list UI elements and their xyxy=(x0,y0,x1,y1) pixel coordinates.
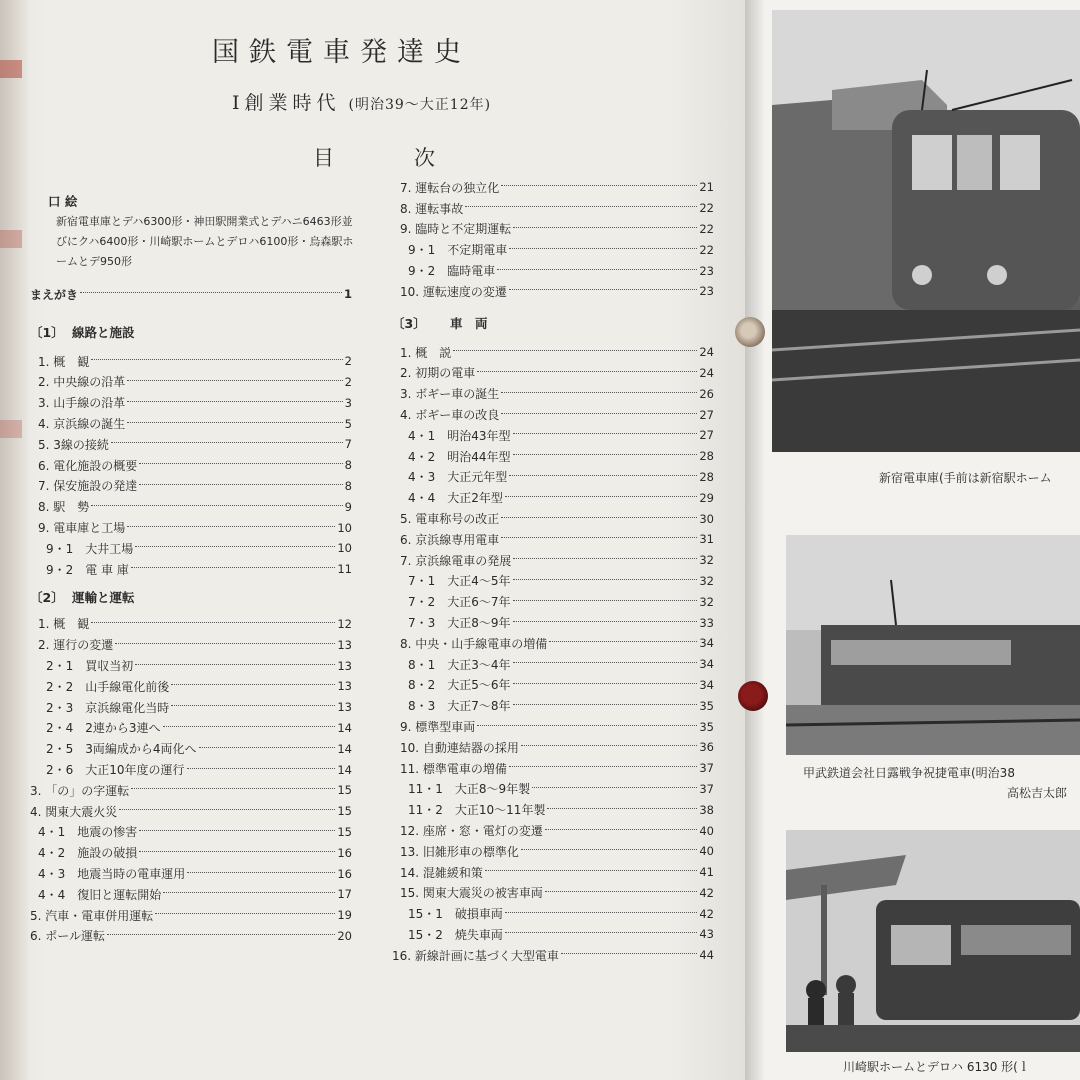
leader-dots xyxy=(119,809,335,810)
entry-label: 2・1 買収当初 xyxy=(46,659,134,674)
toc-entry[interactable] xyxy=(392,239,714,260)
entry-label: 4・4 大正2年型 xyxy=(408,491,503,506)
entry-page: 20 xyxy=(337,928,352,943)
entry-label: 2・2 山手線電化前後 xyxy=(46,679,170,694)
toc-entry[interactable] xyxy=(392,591,714,612)
toc-entry[interactable] xyxy=(392,487,714,508)
entry-label: 7・1 大正4～5年 xyxy=(408,574,511,589)
entry-label: 7・2 大正6～7年 xyxy=(408,595,511,610)
entry-label: 11・2 大正10～11年製 xyxy=(408,803,546,818)
toc-entry[interactable] xyxy=(392,695,714,716)
leader-dots xyxy=(485,870,697,871)
entry-page: 27 xyxy=(699,428,714,443)
leader-dots xyxy=(513,433,698,434)
book-gutter xyxy=(745,0,765,1080)
toc-entry[interactable] xyxy=(30,842,352,863)
entry-label: 5. 3線の接続 xyxy=(38,437,109,452)
leader-dots xyxy=(139,484,342,485)
entry-page: 24 xyxy=(699,345,714,360)
entry-page: 41 xyxy=(699,865,714,880)
entry-label: 7. 京浜線電車の発展 xyxy=(400,553,512,568)
page-edge xyxy=(0,0,28,1080)
toc-entry[interactable] xyxy=(30,780,352,801)
toc-entry[interactable] xyxy=(30,413,352,434)
photo-caption-3: 川崎駅ホームとデロハ 6130 形(ｌ xyxy=(843,1060,1030,1074)
toc-entry[interactable] xyxy=(392,425,714,446)
toc-entry[interactable] xyxy=(392,675,714,696)
leader-dots xyxy=(561,953,697,954)
section-heading xyxy=(392,312,714,334)
toc-entry[interactable] xyxy=(30,884,352,905)
toc-entry[interactable] xyxy=(392,363,714,384)
toc-entry[interactable] xyxy=(392,260,714,281)
leader-dots xyxy=(547,808,697,809)
leader-dots xyxy=(501,392,697,393)
toc-entry[interactable] xyxy=(392,945,714,966)
entry-label: 10. 運転速度の変遷 xyxy=(400,284,507,299)
leader-dots xyxy=(127,401,342,402)
entry-page: 12 xyxy=(337,616,352,631)
section-heading xyxy=(30,586,352,608)
entry-label: 5. 汽車・電車併用運転 xyxy=(30,908,154,923)
entry-page: 34 xyxy=(699,636,714,651)
section-title: 車 両 xyxy=(450,315,488,331)
leader-dots xyxy=(139,463,342,464)
photo-shinjuku-depot-image xyxy=(772,10,1080,452)
toc-entry[interactable] xyxy=(30,863,352,884)
leader-dots xyxy=(545,891,697,892)
entry-label: 12. 座席・窓・電灯の変遷 xyxy=(400,824,543,838)
leader-dots xyxy=(513,683,698,684)
toc-entry[interactable] xyxy=(392,571,714,592)
entry-label: 4・1 地震の惨害 xyxy=(38,825,138,840)
toc-entry[interactable] xyxy=(392,737,714,758)
entry-page: 40 xyxy=(699,823,714,838)
toc-entry[interactable] xyxy=(392,862,714,883)
entry-page: 15 xyxy=(337,824,352,839)
entry-page: 13 xyxy=(337,637,352,652)
red-stain xyxy=(0,420,22,438)
entry-label: 9. 臨時と不定期運転 xyxy=(400,222,512,237)
toc-entry[interactable] xyxy=(392,758,714,779)
entry-label: 3. ボギー車の誕生 xyxy=(400,387,500,402)
leader-dots xyxy=(127,526,335,527)
toc-entry[interactable] xyxy=(30,926,352,947)
red-stain xyxy=(0,230,22,248)
toc-entry[interactable] xyxy=(392,467,714,488)
entry-page: 28 xyxy=(699,449,714,464)
toc-entry[interactable] xyxy=(392,716,714,737)
binding-hole xyxy=(738,681,768,711)
entry-label: 2. 初期の電車 xyxy=(400,366,476,381)
leader-dots xyxy=(91,622,335,623)
kuchie-text: 新宿電車庫とデハ6300形・神田駅開業式とデハニ6463形並びにクハ6400形・川崎駅ホームとデロハ6100形・烏森駅ホームとデ950形 xyxy=(56,215,354,268)
toc-entry[interactable] xyxy=(392,219,714,240)
entry-page: 8 xyxy=(344,458,352,473)
entry-label: 8・3 大正7～8年 xyxy=(408,699,511,714)
toc-entry[interactable] xyxy=(392,799,714,820)
entry-page: 38 xyxy=(699,802,714,817)
toc-entry[interactable] xyxy=(30,476,352,497)
entry-label: 2・5 3両編成から4両化へ xyxy=(46,742,197,757)
entry-page: 10 xyxy=(337,541,352,556)
leader-dots xyxy=(187,872,335,873)
leader-dots xyxy=(521,745,697,746)
leader-dots xyxy=(509,248,697,249)
entry-page: 2 xyxy=(344,354,352,369)
entry-label: 3. 「の」の字運転 xyxy=(30,783,130,798)
toc-entry[interactable] xyxy=(392,883,714,904)
leader-dots xyxy=(509,289,697,290)
toc-entry[interactable] xyxy=(30,759,352,780)
leader-dots xyxy=(131,567,335,568)
entry-page: 13 xyxy=(337,658,352,673)
leader-dots xyxy=(171,705,335,706)
toc-entry[interactable] xyxy=(30,392,352,413)
entry-label: 9・1 不定期電車 xyxy=(408,243,508,258)
entry-page: 13 xyxy=(337,679,352,694)
entry-label: 4・2 施設の破損 xyxy=(38,846,138,861)
entry-page: 21 xyxy=(699,180,714,195)
entry-label: 8. 駅 勢 xyxy=(38,500,90,515)
entry-page: 14 xyxy=(337,741,352,756)
entry-page: 8 xyxy=(344,478,352,493)
entry-label: 10. 自動連結器の採用 xyxy=(400,740,519,755)
entry-page: 32 xyxy=(699,573,714,588)
toc-column-left xyxy=(30,190,352,946)
toc-entry[interactable] xyxy=(392,903,714,924)
entry-label: 11. 標準電車の増備 xyxy=(400,761,507,776)
toc-entry[interactable] xyxy=(392,841,714,862)
leader-dots xyxy=(453,350,697,351)
leader-dots xyxy=(155,913,335,914)
leader-dots xyxy=(513,621,698,622)
toc-entry[interactable] xyxy=(392,342,714,363)
entry-page: 37 xyxy=(699,761,714,776)
leader-dots xyxy=(505,496,697,497)
entry-page: 22 xyxy=(699,201,714,216)
entry-label: 6. 電化施設の概要 xyxy=(38,458,138,473)
entry-page: 13 xyxy=(337,700,352,715)
entry-page: 1 xyxy=(343,287,352,302)
entry-label: 3. 山手線の沿革 xyxy=(38,396,126,411)
leader-dots xyxy=(91,505,342,506)
entry-page: 17 xyxy=(337,887,352,902)
leader-dots xyxy=(532,787,697,788)
entry-page: 42 xyxy=(699,906,714,921)
leader-dots xyxy=(513,227,697,228)
entry-label: 4・2 明治44年型 xyxy=(408,449,511,464)
leader-dots xyxy=(107,934,335,935)
photo-credit: 高松吉太郎 xyxy=(1007,786,1068,800)
entry-label: 13. 旧雑形車の標準化 xyxy=(400,844,519,859)
section-number: 〔2〕 xyxy=(30,589,64,605)
photo-kawasaki-station xyxy=(786,830,1080,1052)
entry-page: 7 xyxy=(344,437,352,452)
leader-dots xyxy=(477,371,697,372)
entry-label: 2・4 2連から3連へ xyxy=(46,721,161,736)
binding-hole xyxy=(735,317,765,347)
entry-label: 1. 概 観 xyxy=(38,354,90,369)
leader-dots xyxy=(91,359,342,360)
leader-dots xyxy=(477,725,697,726)
entry-page: 22 xyxy=(699,242,714,257)
entry-label: 8・1 大正3～4年 xyxy=(408,657,511,672)
entry-page: 3 xyxy=(344,395,352,410)
entry-label: 7. 保安施設の発達 xyxy=(38,479,138,494)
entry-page: 40 xyxy=(699,844,714,859)
era-range: (明治39～大正12年) xyxy=(348,97,492,113)
entry-page: 34 xyxy=(699,657,714,672)
entry-page: 26 xyxy=(699,386,714,401)
leader-dots xyxy=(549,641,697,642)
entry-label: 6. 京浜線専用電車 xyxy=(400,532,500,547)
entry-page: 10 xyxy=(337,520,352,535)
section-title: 運輸と運転 xyxy=(72,589,135,605)
entry-page: 14 xyxy=(337,720,352,735)
entry-page: 30 xyxy=(699,511,714,526)
toc-entry[interactable] xyxy=(30,517,352,538)
toc-entry[interactable] xyxy=(392,924,714,945)
red-stain xyxy=(0,60,22,78)
leader-dots xyxy=(521,849,697,850)
toc-entry[interactable] xyxy=(392,779,714,800)
toc-entry[interactable] xyxy=(392,404,714,425)
part-title xyxy=(232,88,491,115)
entry-label: 4. 京浜線の誕生 xyxy=(38,417,126,432)
leader-dots xyxy=(127,380,342,381)
part-label: Ⅰ創業時代 xyxy=(232,92,341,114)
toc-entry[interactable] xyxy=(392,446,714,467)
leader-dots xyxy=(163,726,336,727)
photo-kawasaki-station-image xyxy=(786,830,1080,1052)
toc-entry[interactable] xyxy=(392,612,714,633)
leader-dots xyxy=(497,269,697,270)
entry-label: 4・4 復旧と運転開始 xyxy=(38,887,162,902)
toc-entry[interactable] xyxy=(30,822,352,843)
entry-label: 15・1 破損車両 xyxy=(408,907,503,922)
leader-dots xyxy=(505,932,697,933)
toc-entry[interactable] xyxy=(30,718,352,739)
leader-dots xyxy=(501,413,697,414)
photo-caption-2: 甲武鉄道会社日露戦争祝捷電車(明治38 xyxy=(803,766,1015,780)
entry-label: 9・1 大井工場 xyxy=(46,541,134,556)
entry-label: 9・2 臨時電車 xyxy=(408,264,496,279)
leader-dots xyxy=(111,442,343,443)
leader-dots xyxy=(171,684,335,685)
entry-page: 31 xyxy=(699,532,714,547)
entry-label: 8・2 大正5～6年 xyxy=(408,678,511,693)
toc-entry[interactable] xyxy=(392,820,714,841)
book-title: 国鉄電車発達史 xyxy=(212,37,471,68)
kuchie-heading xyxy=(30,190,352,212)
entry-page: 29 xyxy=(699,490,714,505)
leader-dots xyxy=(163,892,335,893)
leader-dots xyxy=(139,851,335,852)
entry-label: 11・1 大正8～9年製 xyxy=(408,782,531,797)
entry-label: 9. 電車庫と工場 xyxy=(38,521,126,536)
toc-entry[interactable] xyxy=(30,351,352,372)
entry-label: まえがき xyxy=(30,287,79,302)
photo-kobu-train-image xyxy=(786,535,1080,755)
toc-entry[interactable] xyxy=(392,550,714,571)
toc-entry[interactable] xyxy=(392,633,714,654)
toc-entry[interactable] xyxy=(30,455,352,476)
entry-label: 4・1 明治43年型 xyxy=(408,428,511,443)
entry-page: 16 xyxy=(337,845,352,860)
entry-page: 34 xyxy=(699,677,714,692)
entry-label: 4・3 大正元年型 xyxy=(408,470,508,485)
entry-label: 14. 混雑緩和策 xyxy=(400,865,483,880)
photo-kobu-train xyxy=(786,535,1080,755)
toc-entry[interactable] xyxy=(30,559,352,580)
toc-entry[interactable] xyxy=(30,905,352,926)
entry-label: 1. 概 観 xyxy=(38,617,90,632)
photo-shinjuku-depot xyxy=(772,10,1080,452)
leader-dots xyxy=(509,766,697,767)
leader-dots xyxy=(513,600,698,601)
leader-dots xyxy=(505,912,697,913)
kuchie-label: 口 絵 xyxy=(48,194,78,209)
section-number: 〔3〕 xyxy=(392,315,426,331)
leader-dots xyxy=(80,292,342,293)
entry-label: 8. 運転事故 xyxy=(400,201,464,216)
leader-dots xyxy=(501,517,697,518)
entry-label: 7. 運転台の独立化 xyxy=(400,180,500,195)
leader-dots xyxy=(501,537,697,538)
toc-entry[interactable] xyxy=(30,496,352,517)
entry-page: 23 xyxy=(699,263,714,278)
toc-heading: 目次 xyxy=(313,146,515,170)
toc-column-right xyxy=(392,177,714,966)
toc-entry[interactable] xyxy=(30,676,352,697)
leader-dots xyxy=(501,185,697,186)
entry-label: 4. ボギー車の改良 xyxy=(400,408,500,423)
section-number: 〔1〕 xyxy=(30,324,64,340)
toc-entry[interactable] xyxy=(30,284,352,305)
leader-dots xyxy=(199,747,336,748)
entry-label: 15・2 焼失車両 xyxy=(408,927,503,942)
leader-dots xyxy=(465,206,697,207)
leader-dots xyxy=(513,662,698,663)
entry-label: 9. 標準型車両 xyxy=(400,720,476,735)
leader-dots xyxy=(187,768,336,769)
leader-dots xyxy=(513,704,698,705)
entry-label: 16. 新線計画に基づく大型電車 xyxy=(392,948,559,963)
toc-entry[interactable] xyxy=(392,383,714,404)
leader-dots xyxy=(131,788,335,789)
leader-dots xyxy=(513,558,697,559)
leader-dots xyxy=(545,829,697,830)
entry-label: 7・3 大正8～9年 xyxy=(408,616,511,631)
toc-entry[interactable] xyxy=(392,654,714,675)
leader-dots xyxy=(509,475,697,476)
toc-entry[interactable] xyxy=(30,655,352,676)
leader-dots xyxy=(135,546,335,547)
entry-page: 5 xyxy=(344,416,352,431)
entry-page: 11 xyxy=(337,562,352,577)
entry-label: 15. 関東大震災の被害車両 xyxy=(400,886,543,901)
entry-page: 16 xyxy=(337,866,352,881)
entry-page: 32 xyxy=(699,553,714,568)
toc-entry[interactable] xyxy=(30,634,352,655)
entry-page: 24 xyxy=(699,365,714,380)
leader-dots xyxy=(127,422,342,423)
entry-label: 2. 中央線の沿革 xyxy=(38,375,126,390)
photo-caption-1: 新宿電車庫(手前は新宿駅ホーム xyxy=(879,471,1052,485)
entry-label: 2. 運行の変遷 xyxy=(38,638,114,653)
entry-page: 15 xyxy=(337,804,352,819)
toc-entry[interactable] xyxy=(30,801,352,822)
entry-label: 4. 関東大震火災 xyxy=(30,804,118,819)
entry-page: 19 xyxy=(337,908,352,923)
toc-entry[interactable] xyxy=(30,697,352,718)
section-heading xyxy=(30,321,352,343)
leader-dots xyxy=(115,643,335,644)
entry-page: 36 xyxy=(699,740,714,755)
toc-entry[interactable] xyxy=(30,434,352,455)
toc-entry[interactable] xyxy=(30,372,352,393)
toc-entry[interactable] xyxy=(392,529,714,550)
toc-entry[interactable] xyxy=(30,614,352,635)
entry-page: 37 xyxy=(699,781,714,796)
toc-entry[interactable] xyxy=(30,538,352,559)
entry-page: 33 xyxy=(699,615,714,630)
entry-label: 4・3 地震当時の電車運用 xyxy=(38,867,186,882)
entry-page: 9 xyxy=(344,499,352,514)
entry-page: 44 xyxy=(699,948,714,963)
entry-page: 15 xyxy=(337,783,352,798)
entry-label: 9・2 電 車 庫 xyxy=(46,562,129,577)
toc-entry[interactable] xyxy=(392,508,714,529)
entry-label: 6. ポール運転 xyxy=(30,929,106,944)
entry-page: 14 xyxy=(337,762,352,777)
leader-dots xyxy=(135,664,335,665)
toc-entry[interactable] xyxy=(392,281,714,302)
entry-page: 35 xyxy=(699,698,714,713)
entry-label: 2・3 京浜線電化当時 xyxy=(46,700,170,715)
entry-page: 35 xyxy=(699,719,714,734)
entry-label: 1. 概 説 xyxy=(400,345,452,360)
leader-dots xyxy=(139,830,335,831)
entry-label: 2・6 大正10年度の運行 xyxy=(46,763,185,778)
entry-page: 43 xyxy=(699,927,714,942)
toc-entry[interactable] xyxy=(392,198,714,219)
entry-page: 42 xyxy=(699,885,714,900)
section-title: 線路と施設 xyxy=(72,324,135,340)
entry-page: 27 xyxy=(699,407,714,422)
entry-page: 32 xyxy=(699,594,714,609)
leader-dots xyxy=(513,454,698,455)
toc-entry[interactable] xyxy=(392,177,714,198)
entry-label: 8. 中央・山手線電車の増備 xyxy=(400,636,548,651)
entry-page: 2 xyxy=(344,374,352,389)
entry-label: 5. 電車称号の改正 xyxy=(400,512,500,527)
leader-dots xyxy=(513,579,698,580)
entry-page: 28 xyxy=(699,469,714,484)
entry-page: 23 xyxy=(699,284,714,299)
entry-page: 22 xyxy=(699,221,714,236)
toc-entry[interactable] xyxy=(30,738,352,759)
